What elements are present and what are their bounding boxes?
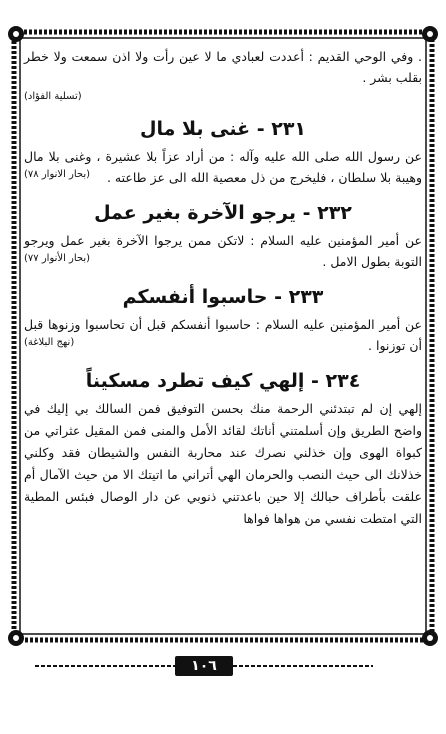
page-number: ١٠٦ [175, 656, 233, 676]
section-232-source: (بحار الأنوار ٧٧) [24, 253, 91, 264]
section-233 [24, 280, 422, 356]
section-232-text: عن أمير المؤمنين عليه السلام : لاتكن ممن يرجوا الآخرة بغير عمل ويرجو التوبة بطول الامل . [24, 233, 422, 269]
section-233-heading: ٢٣٣ - حاسبوا أنفسكم [122, 286, 324, 308]
section-233-source: (نهج البلاغة) [24, 337, 75, 348]
section-231-source: (بحار الانوار ٧٨) [24, 169, 91, 180]
intro-block [24, 46, 422, 102]
section-234 [24, 364, 422, 530]
intro-source: (تسلية الفؤاد) [24, 91, 82, 102]
section-234-heading: ٢٣٤ - إلهي كيف تطرد مسكيناً [85, 370, 361, 392]
section-231 [24, 112, 422, 188]
section-234-text: إلهي إن لم تبتدئني الرحمة منك بحسن التوفيق فمن السالك بي إليك في واضح الطريق وإن أسلمتني أناتك لقائد الأمل والمنى فمن المقيل عثراتي من كبواة الهوى وإن خذلني نصرك عند محاربة النفس والشيطان فقد وكلني خذلانك الى حيث النصب والحرمان الهي أتراني ما اتيتك الا من حيث الآمال أم علقت بأطراف حبالك إلا حين باعدتني ذنوبي عن دار الوصال فبئس المطية التي امتطت نفسي من هواها فواها [24, 401, 422, 526]
section-231-heading: ٢٣١ - غنى بلا مال [139, 118, 307, 140]
section-231-text: عن رسول الله صلى الله عليه وآله : من أراد عزاً بلا عشيرة ، وغنى بلا مال وهيبة بلا سلطان ، فليخرج من ذل معصية الله الى عز طاعته . [24, 149, 422, 185]
intro-text: . وفي الوحي القديم : أعددت لعبادي ما لا عين رأت ولا اذن سمعت ولا خطر بقلب بشر . [24, 49, 422, 85]
section-232 [24, 196, 422, 272]
section-233-text: عن أمير المؤمنين عليه السلام : حاسبوا أنفسكم قبل أن تحاسبوا وزنوها قبل أن توزنوا . [24, 317, 422, 353]
page-content [24, 46, 422, 631]
footer-ornament-right [233, 664, 373, 668]
footer-ornament-left [35, 664, 175, 668]
section-232-heading: ٢٣٢ - يرجو الآخرة بغير عمل [94, 202, 352, 224]
